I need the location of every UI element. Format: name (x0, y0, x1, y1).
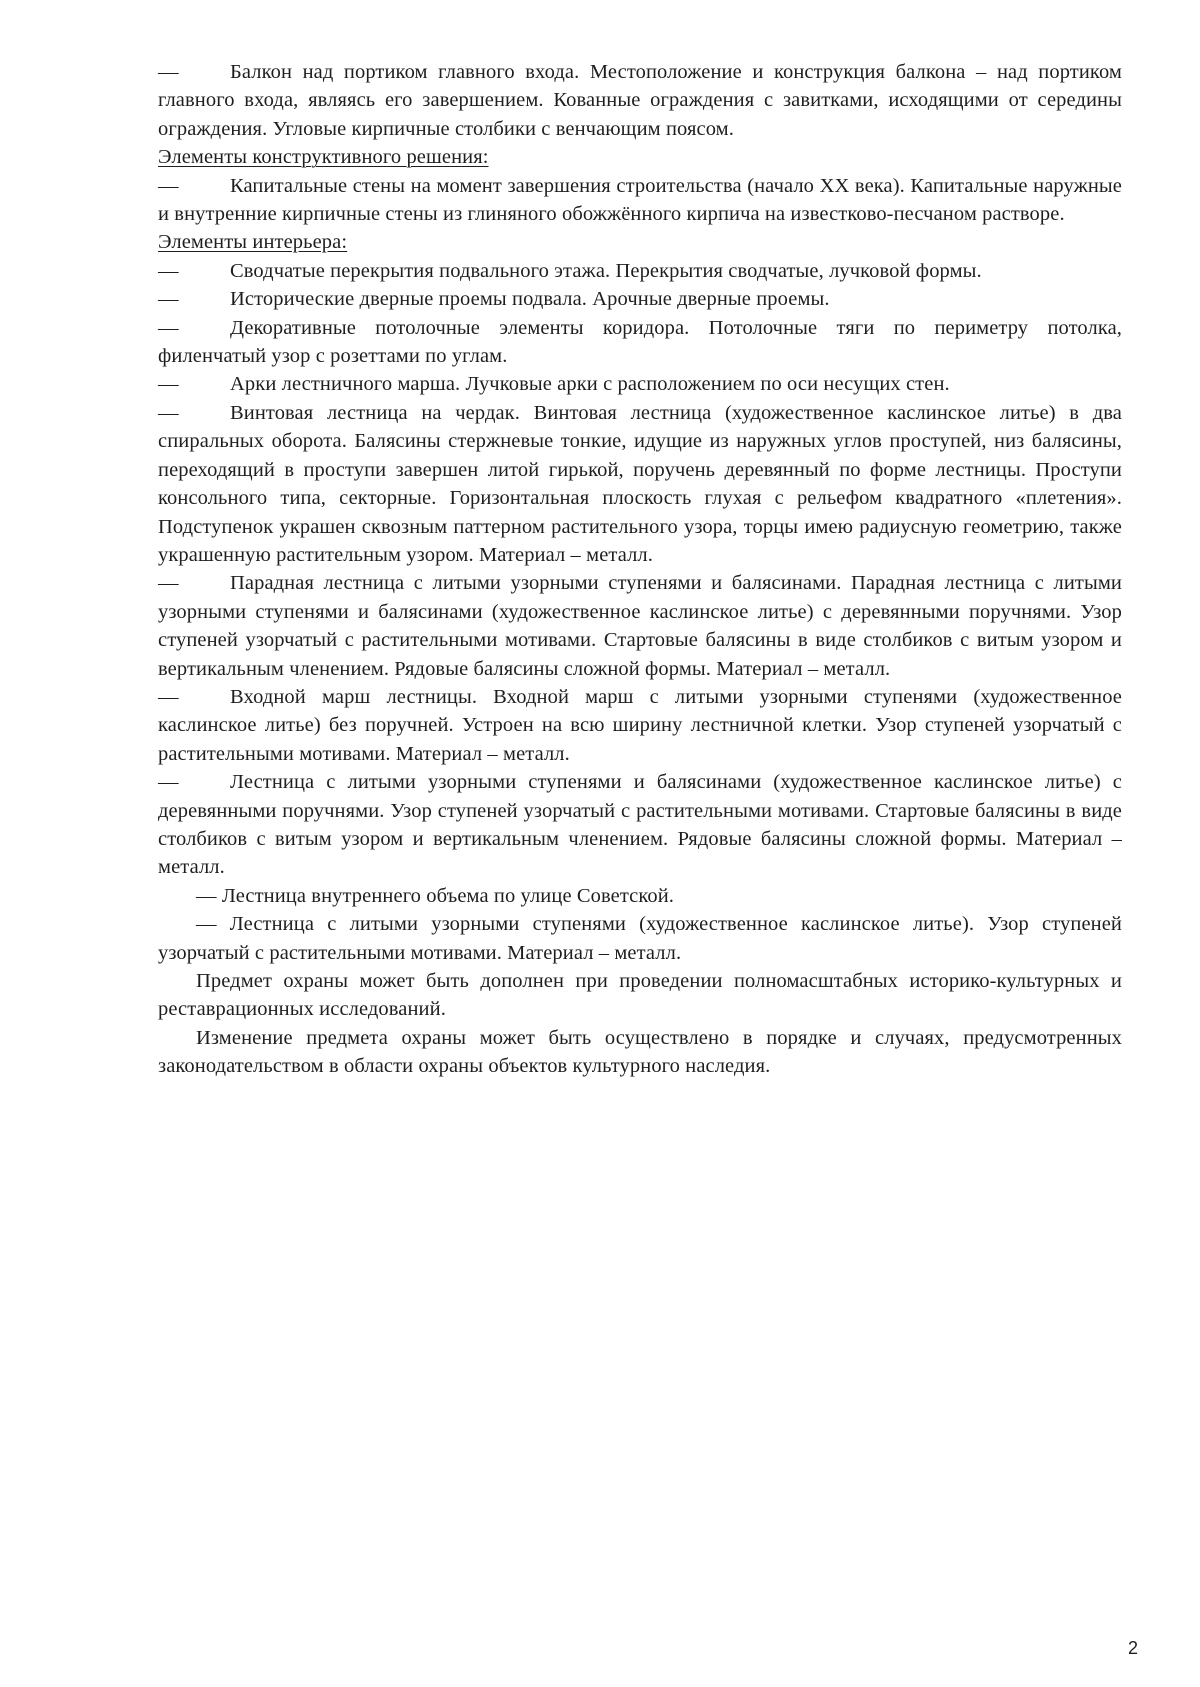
paragraph-text: Капитальные стены на момент завершения строительства (начало XX века). Капитальные наружные и внутренние кирпичные стены из глиняного обожжённого кирпича на известково-песчаном растворе. (158, 174, 1122, 226)
dash-marker: — (158, 401, 179, 424)
dash-marker: — (158, 771, 179, 794)
dash-marker: — (158, 288, 179, 311)
paragraph-text: Исторические дверные проемы подвала. Арочные дверные проемы. (230, 288, 830, 311)
paragraph-text: Декоративные потолочные элементы коридора. Потолочные тяги по периметру потолка, филенчатый узор с розеттами по углам. (158, 316, 1122, 368)
dash-marker: — (158, 572, 179, 595)
list-item-door-openings (158, 285, 1122, 313)
dash-marker: — (158, 61, 179, 83)
paragraph-text: Балкон над портиком главного входа. Местоположение и конструкция балкона – над портиком главного входа, являясь его завершением. Кованные ограждения с завитками, исходящими от середины ограждения. Угловые кирпичные столбики с венчающим поясом. (158, 61, 1122, 140)
page-number: 2 (1127, 1638, 1138, 1658)
paragraph-text: Парадная лестница с литыми узорными ступенями и балясинами. Парадная лестница с литыми узорными ступенями и балясинами (художественное каслинское литье) с деревянными поручнями. Узор ступеней узорчатый с растительными мотивами. Стартовые балясины в виде столбиков с витым узором и вертикальным членением. Рядовые балясины сложной формы. Материал – металл. (158, 572, 1122, 680)
list-item-cast-staircase (158, 768, 1122, 882)
list-item-patterned-staircase: — Лестница с литыми узорными ступенями (художественное каслинское литье). Узор ступеней узорчатый с растительными мотивами. Материал – металл. (158, 913, 1122, 964)
list-item-spiral-staircase (158, 399, 1122, 569)
list-item-main-staircase (158, 569, 1122, 683)
list-item-ceiling-elements (158, 314, 1122, 371)
dash-marker: — (158, 316, 179, 339)
list-item-entrance-flight (158, 683, 1122, 768)
paragraph-text: Сводчатые перекрытия подвального этажа. Перекрытия сводчатые, лучковой формы. (230, 259, 982, 282)
section-heading-structural: Элементы конструктивного решения: (158, 146, 489, 169)
list-item-balcony (158, 58, 1122, 143)
dash-marker: — (158, 174, 179, 197)
list-item-walls (158, 172, 1122, 229)
paragraph-text: Арки лестничного марша. Лучковые арки с расположением по оси несущих стен. (230, 373, 950, 396)
paragraph-text: Лестница с литыми узорными ступенями и балясинами (художественное каслинское литье) с деревянными поручнями. Узор ступеней узорчатый с растительными мотивами. Стартовые балясины в виде столбиков с витым узором и вертикальным членением. Рядовые балясины сложной формы. Материал – металл. (158, 771, 1122, 879)
paragraph-amendment: Изменение предмета охраны может быть осуществлено в порядке и случаях, предусмотренных законодательством в области охраны объектов культурного наследия. (158, 1026, 1122, 1078)
document-body (158, 58, 1122, 1081)
dash-marker: — (158, 259, 179, 282)
list-item-stair-arches (158, 370, 1122, 398)
dash-marker: — (158, 373, 179, 396)
dash-marker: — (158, 685, 179, 708)
paragraph-text: Входной марш лестницы. Входной марш с литыми узорными ступенями (художественное каслинское литье) без поручней. Устроен на всю ширину лестничной клетки. Узор ступеней узорчатый с растительными мотивами. Материал – металл. (158, 685, 1122, 765)
paragraph-supplement: Предмет охраны может быть дополнен при проведении полномасштабных историко-культурных и реставрационных исследований. (158, 970, 1122, 1021)
list-item-inner-staircase: — Лестница внутреннего объема по улице Советской. (196, 884, 675, 907)
list-item-vaulted-ceilings (158, 257, 1122, 285)
section-heading-interior: Элементы интерьера: (158, 231, 348, 254)
paragraph-text: Винтовая лестница на чердак. Винтовая лестница (художественное каслинское литье) в два спиральных оборота. Балясины стержневые тонкие, идущие из наружных углов проступей, низ балясины, переходящий в проступи завершен литой гирькой, поручень деревянный по форме лестницы. Проступи консольного типа, секторные. Горизонтальная плоскость глухая с рельефом квадратного «плетения». Подступенок украшен сквозным паттерном растительного узора, торцы имею радиусную геометрию, также украшенную растительным узором. Материал – металл. (158, 401, 1122, 566)
